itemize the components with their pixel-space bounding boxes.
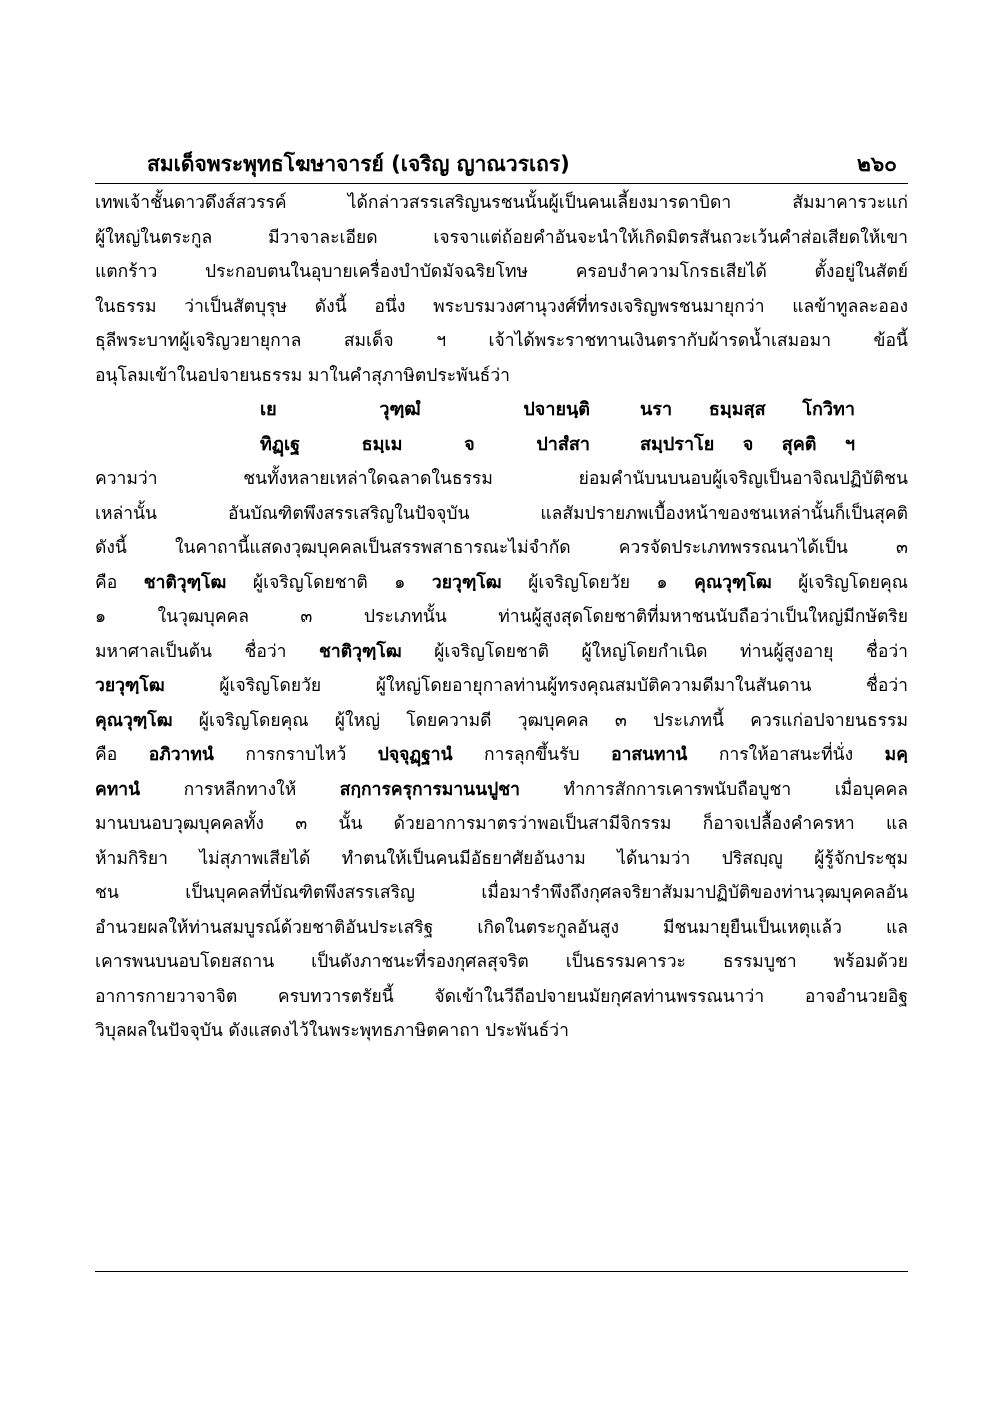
verse-line-1-right: นรา ธมฺมสฺส โกวิทา [640, 399, 855, 420]
pali-term: วยวุฑฺโฒ [95, 676, 165, 696]
text-line: ผู้ใหญ่ในตระกูล มีวาจาละเอียด เจรจาแต่ถ้อยคำอันจะนำให้เกิดมิตรสันถวะเว้นคำส่อเสียดให้เขา [95, 227, 908, 248]
text-line: วิบุลผลในปัจจุบัน ดังแสดงไว้ในพระพุทธภาษิตคาถา ประพันธ์ว่า [95, 1021, 569, 1041]
text-segment: ผู้เจริญโดยคุณ ผู้ใหญ่ โดยความดี วุฒบุคคล ๓ ประเภทนี้ ควรแก่อปจายนธรรม [198, 710, 908, 731]
text-line: ชน เป็นบุคคลที่บัณฑิตพึงสรรเสริญ เมื่อมารำพึงถึงกุศลจริยาสัมมาปฏิบัติของท่านวุฒบุคคลอัน [95, 883, 908, 903]
text-segment: คือ [95, 572, 118, 593]
text-line: ความว่า ชนทั้งหลายเหล่าใดฉลาดในธรรม ย่อมคำนับนบนอบผู้เจริญเป็นอาจิณปฏิบัติชน [95, 469, 908, 489]
page-title: สมเด็จพระพุทธโฆษาจารย์ (เจริญ ญาณวรเถร) [147, 152, 570, 176]
text-line [95, 704, 908, 739]
text-segment: ผู้เจริญโดยชาติ ผู้ใหญ่โดยกำเนิด ท่านผู้สูงอายุ ชื่อว่า [434, 641, 908, 662]
text-line: อำนวยผลให้ท่านสมบูรณ์ด้วยชาติอันประเสริฐ เกิดในตระกูลอันสูง มีชนมายุยืนเป็นเหตุแล้ว แล [95, 917, 908, 938]
text-segment: ผู้เจริญโดยวัย ผู้ใหญ่โดยอายุกาลท่านผู้ทรงคุณสมบัติความดีมาในสันดาน ชื่อว่า [219, 676, 908, 696]
pali-term: มคฺ [884, 745, 908, 765]
text-segment: การกราบไหว้ [245, 745, 347, 765]
verse-line-1-left: เย วุฑฺฒํ ปจายนฺติ [260, 399, 590, 420]
text-line [95, 773, 908, 808]
text-line: เคารพนบนอบโดยสถาน เป็นดังภาชนะที่รองกุศลสุจริต เป็นธรรมคารวะ ธรรมบูชา พร้อมด้วย [95, 952, 908, 972]
pali-verse [95, 393, 908, 462]
text-line: ๑ ในวุฒบุคคล ๓ ประเภทนั้น ท่านผู้สูงสุดโดยชาติที่มหาชนนับถือว่าเป็นใหญ่มีกษัตริย [95, 607, 908, 627]
pali-term: วยวุฑฺโฒ [431, 572, 502, 593]
verse-line-2-left: ทิฏฺเฐ ธมฺเม จ ปาสํสา [260, 433, 590, 455]
text-line [95, 566, 908, 601]
pali-term: ชาติวุฑฺโฒ [319, 641, 402, 662]
body-text [95, 186, 908, 1049]
verse-line [95, 428, 908, 463]
pali-term: อภิวาทนํ [148, 745, 214, 765]
text-segment: มหาศาลเป็นต้น ชื่อว่า [95, 641, 287, 662]
text-line [95, 738, 908, 773]
text-line: ธุลีพระบาทผู้เจริญวยายุกาล สมเด็จ ฯ เจ้าได้พระราชทานเงินตรากับผ้ารดน้ำเสมอมา ข้อนี้ [95, 331, 908, 351]
pali-term: คุณวุฑฺโฒ [95, 710, 173, 731]
verse-line [95, 393, 908, 428]
pali-term: สกฺการครุการมานนปูชา [339, 779, 520, 800]
paragraph-2 [95, 462, 908, 1049]
pali-term: ชาติวุฑฺโฒ [143, 572, 227, 593]
pali-term: ปจฺจุฏฺฐานํ [377, 745, 453, 765]
text-line [95, 635, 908, 670]
text-segment: ผู้เจริญโดยวัย ๑ [528, 572, 668, 593]
text-line: อนุโลมเข้าในอปจายนธรรม มาในคำสุภาษิตประพันธ์ว่า [95, 365, 510, 386]
text-line: อาการกายวาจาจิต ครบทวารตรัยนี้ จัดเข้าในวีถีอปจายนมัยกุศลท่านพรรณนาว่า อาจอำนวยอิฐ [95, 986, 908, 1007]
pali-term: คทานํ [95, 779, 141, 800]
text-segment: ผู้เจริญโดยคุณ [798, 572, 908, 593]
text-segment: คือ [95, 745, 118, 765]
header-divider [95, 183, 908, 184]
verse-line-2-right: สมฺปราโย จ สุคติ ฯ [640, 433, 855, 455]
text-line: แตกร้าว ประกอบตนในอุบายเครื่องบำบัดมัจฉริยโทษ ครอบงำความโกรธเสียได้ ตั้งอยู่ในสัตย์ [95, 262, 908, 282]
text-line: ดังนี้ ในคาถานี้แสดงวุฒบุคคลเป็นสรรพสาธารณะไม่จำกัด ควรจัดประเภทพรรณนาได้เป็น ๓ [95, 538, 908, 558]
text-line: ในธรรม ว่าเป็นสัตบุรุษ ดังนี้ อนึ่ง พระบรมวงศานุวงศ์ที่ทรงเจริญพรชนมายุกว่า แลข้าทูลละออง [95, 296, 908, 317]
text-line: เทพเจ้าชั้นดาวดึงส์สวรรค์ ได้กล่าวสรรเสริญนรชนนั้นผู้เป็นคนเลี้ยงมารดาบิดา สัมมาคารวะแก่ [95, 193, 908, 213]
text-segment: การหลีกทางให้ [183, 779, 297, 800]
page-number: ๒๖๐ [857, 152, 897, 176]
text-line: ห้ามกิริยา ไม่สุภาพเสียได้ ทำตนให้เป็นคนมีอัธยาศัยอันงาม ได้นามว่า ปริสญฺญู ผู้รู้จักประชุม [95, 848, 908, 869]
pali-term: คุณวุฑฺโฒ [694, 572, 772, 593]
text-segment: การให้อาสนะที่นั่ง [718, 745, 854, 765]
text-segment: ทำการสักการเคารพนับถือบูชา เมื่อบุคคล [563, 779, 908, 800]
text-line [95, 669, 908, 704]
footer-divider [95, 1271, 908, 1272]
paragraph-1 [95, 186, 908, 393]
page-header [95, 148, 905, 182]
text-line: เหล่านั้น อันบัณฑิตพึงสรรเสริญในปัจจุบัน แลสัมปรายภพเบื้องหน้าของชนเหล่านั้นก็เป็นสุคติ [95, 503, 908, 524]
text-line: มานบนอบวุฒบุคคลทั้ง ๓ นั้น ด้วยอาการมาตรว่าพอเป็นสามีจิกรรม ก็อาจเปลื้องคำครหา แล [95, 814, 908, 834]
text-segment: ผู้เจริญโดยชาติ ๑ [252, 572, 406, 593]
text-segment: การลุกขึ้นรับ [484, 745, 580, 765]
pali-term: อาสนทานํ [611, 745, 688, 765]
